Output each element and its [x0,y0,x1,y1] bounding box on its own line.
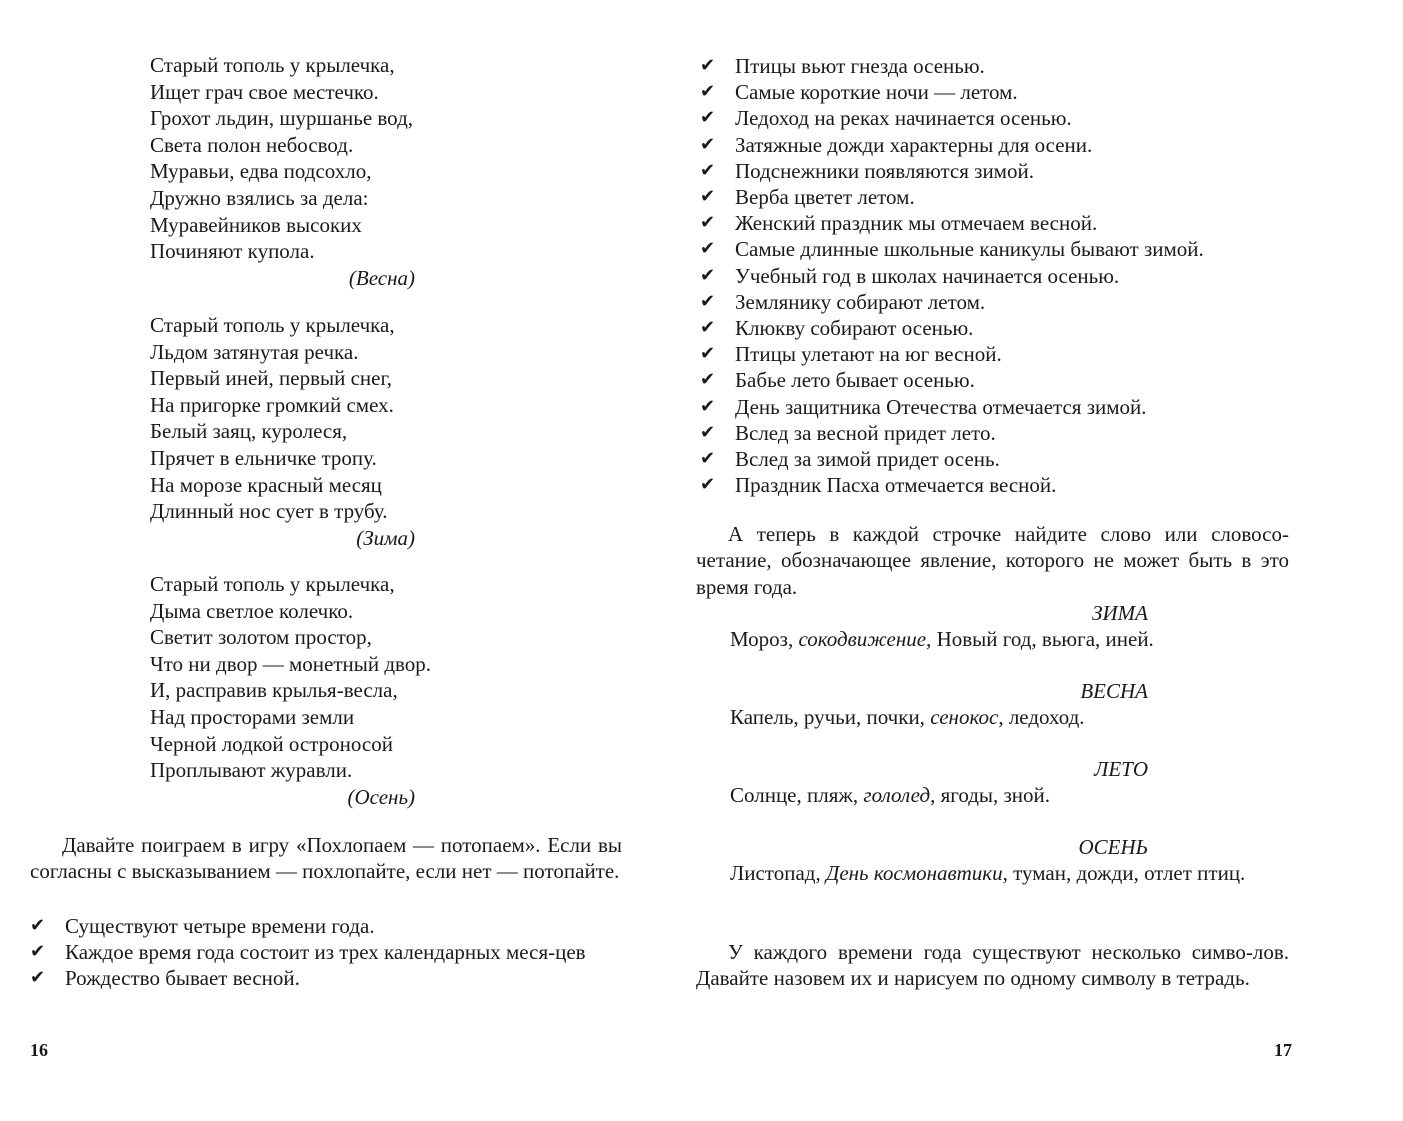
check-icon: ✔ [700,317,716,339]
game-instructions [30,832,622,885]
poem-winter [150,312,450,551]
statement-list [30,913,622,992]
list-item: ✔ Землянику собирают летом. [700,289,986,314]
poem-line: Починяют купола. [150,239,315,264]
poem-answer: (Зима) [356,525,415,550]
list-item: ✔ Верба цветет летом. [700,185,915,210]
season-words: Мороз, сокодвижение, Новый год, вьюга, иней. [730,627,1154,651]
check-icon: ✔ [700,133,716,155]
check-icon: ✔ [700,395,716,417]
list-item: ✔ Учебный год в школах начинается осенью. [700,263,1120,288]
left-page [0,0,700,1121]
closing-paragraph [696,939,1289,992]
list-item: ✔ Клюкву собирают осенью. [700,316,974,341]
poem-line: Над просторами земли [150,704,355,729]
right-page [696,0,1403,1121]
poem-line: Дружно взялись за дела: [150,185,369,210]
statement-list [700,53,1300,498]
poem-line: Муравейников высоких [150,212,362,237]
season-words: Листопад, День космонавтики, туман, дожди, отлет птиц. [730,861,1246,885]
list-item: ✔ Существуют четыре времени года. [30,914,375,938]
closing-text: У каждого времени года существуют несколько симво-лов. Давайте назовем их и нарисуем по одному символу в тетрадь. [696,940,1289,991]
poem-line: Светит золотом простор, [150,625,372,650]
list-item: ✔ Самые короткие ночи — летом. [700,80,1018,105]
poem-line: На морозе красный месяц [150,472,382,497]
poem-line: Первый иней, первый снег, [150,366,392,391]
season-spring [730,678,1290,730]
check-icon: ✔ [30,967,46,989]
check-icon: ✔ [700,369,716,391]
season-title: ОСЕНЬ [1078,835,1148,859]
game-instructions-text: Давайте поиграем в игру «Похлопаем — потопаем». Если вы согласны с высказыванием — похлопайте, если нет — потопайте. [30,833,622,884]
poem-line: Света полон небосвод. [150,132,354,157]
check-icon: ✔ [700,448,716,470]
odd-word: сокодвижение, [798,627,932,651]
season-summer [730,756,1290,808]
list-item: ✔ Женский праздник мы отмечаем весной. [700,211,1098,236]
poem-line: Длинный нос сует в трубу. [150,499,388,524]
season-words: Солнце, пляж, гололед, ягоды, зной. [730,783,1051,807]
check-icon: ✔ [700,421,716,443]
poem-line: Что ни двор — монетный двор. [150,651,432,676]
list-item: ✔ Каждое время года состоит из трех календарных меся-цев [30,940,586,965]
season-title: ВЕСНА [1080,679,1148,703]
poem-line: Льдом затянутая речка. [150,339,359,364]
list-item: ✔ Вслед за весной придет лето. [700,420,996,445]
check-icon: ✔ [700,474,716,496]
odd-word: гололед, [863,783,936,807]
exercise-instructions-text: А теперь в каждой строчке найдите слово или словосо-четание, обозначающее явление, которого не может быть в это время года. [696,522,1289,599]
check-icon: ✔ [700,238,716,260]
check-icon: ✔ [700,55,716,76]
list-item: ✔ Птицы вьют гнезда осенью. [700,54,985,78]
poem-line: Ищет грач свое местечко. [150,79,379,104]
poem-line: Муравьи, едва подсохло, [150,159,372,184]
poem-line: Старый тополь у крылечка, [150,53,395,77]
season-title: ЗИМА [1092,601,1148,625]
check-icon: ✔ [700,290,716,312]
poem-line: Грохот льдин, шуршанье вод, [150,106,414,131]
season-winter [730,600,1290,652]
page-number: 17 [1274,1040,1292,1060]
check-icon: ✔ [700,107,716,129]
list-item: ✔ День защитника Отечества отмечается зимой. [700,394,1147,419]
poem-line: Старый тополь у крылечка, [150,313,395,337]
poem-line: На пригорке громкий смех. [150,392,394,417]
odd-word: сенокос, [930,705,1004,729]
poem-answer: (Осень) [347,784,415,809]
season-title: ЛЕТО [1094,757,1148,781]
check-icon: ✔ [700,212,716,234]
check-icon: ✔ [30,915,46,936]
poem-autumn [150,571,450,810]
poem-line: И, расправив крылья-весла, [150,678,398,703]
check-icon: ✔ [700,159,716,181]
poem-line: Старый тополь у крылечка, [150,572,395,596]
list-item: ✔ Самые длинные школьные каникулы бывают зимой. [700,237,1204,262]
poem-answer: (Весна) [348,265,415,290]
check-icon: ✔ [700,264,716,286]
list-item: ✔ Вслед за зимой придет осень. [700,447,1000,472]
list-item: ✔ Ледоход на реках начинается осенью. [700,106,1072,131]
exercise-instructions [696,521,1289,600]
season-words: Капель, ручьи, почки, сенокос, ледоход. [730,705,1085,729]
poem-line: Черной лодкой остроносой [150,731,393,756]
list-item: ✔ Рождество бывает весной. [30,966,300,991]
list-item: ✔ Подснежники появляются зимой. [700,158,1034,183]
list-item: ✔ Затяжные дожди характерны для осени. [700,132,1093,157]
check-icon: ✔ [700,186,716,208]
list-item: ✔ Праздник Пасха отмечается весной. [700,473,1057,498]
season-autumn [730,834,1290,886]
check-icon: ✔ [30,941,46,963]
check-icon: ✔ [700,343,716,365]
poem-line: Проплывают журавли. [150,758,353,783]
check-icon: ✔ [700,81,716,103]
poem-line: Белый заяц, куролеся, [150,419,348,444]
odd-word: День космонавтики, [825,861,1008,885]
poem-line: Прячет в ельничке тропу. [150,445,377,470]
list-item: ✔ Птицы улетают на юг весной. [700,342,1002,367]
list-item: ✔ Бабье лето бывает осенью. [700,368,975,393]
poem-spring [150,52,450,291]
poem-line: Дыма светлое колечко. [150,598,354,623]
page-number: 16 [30,1040,48,1060]
